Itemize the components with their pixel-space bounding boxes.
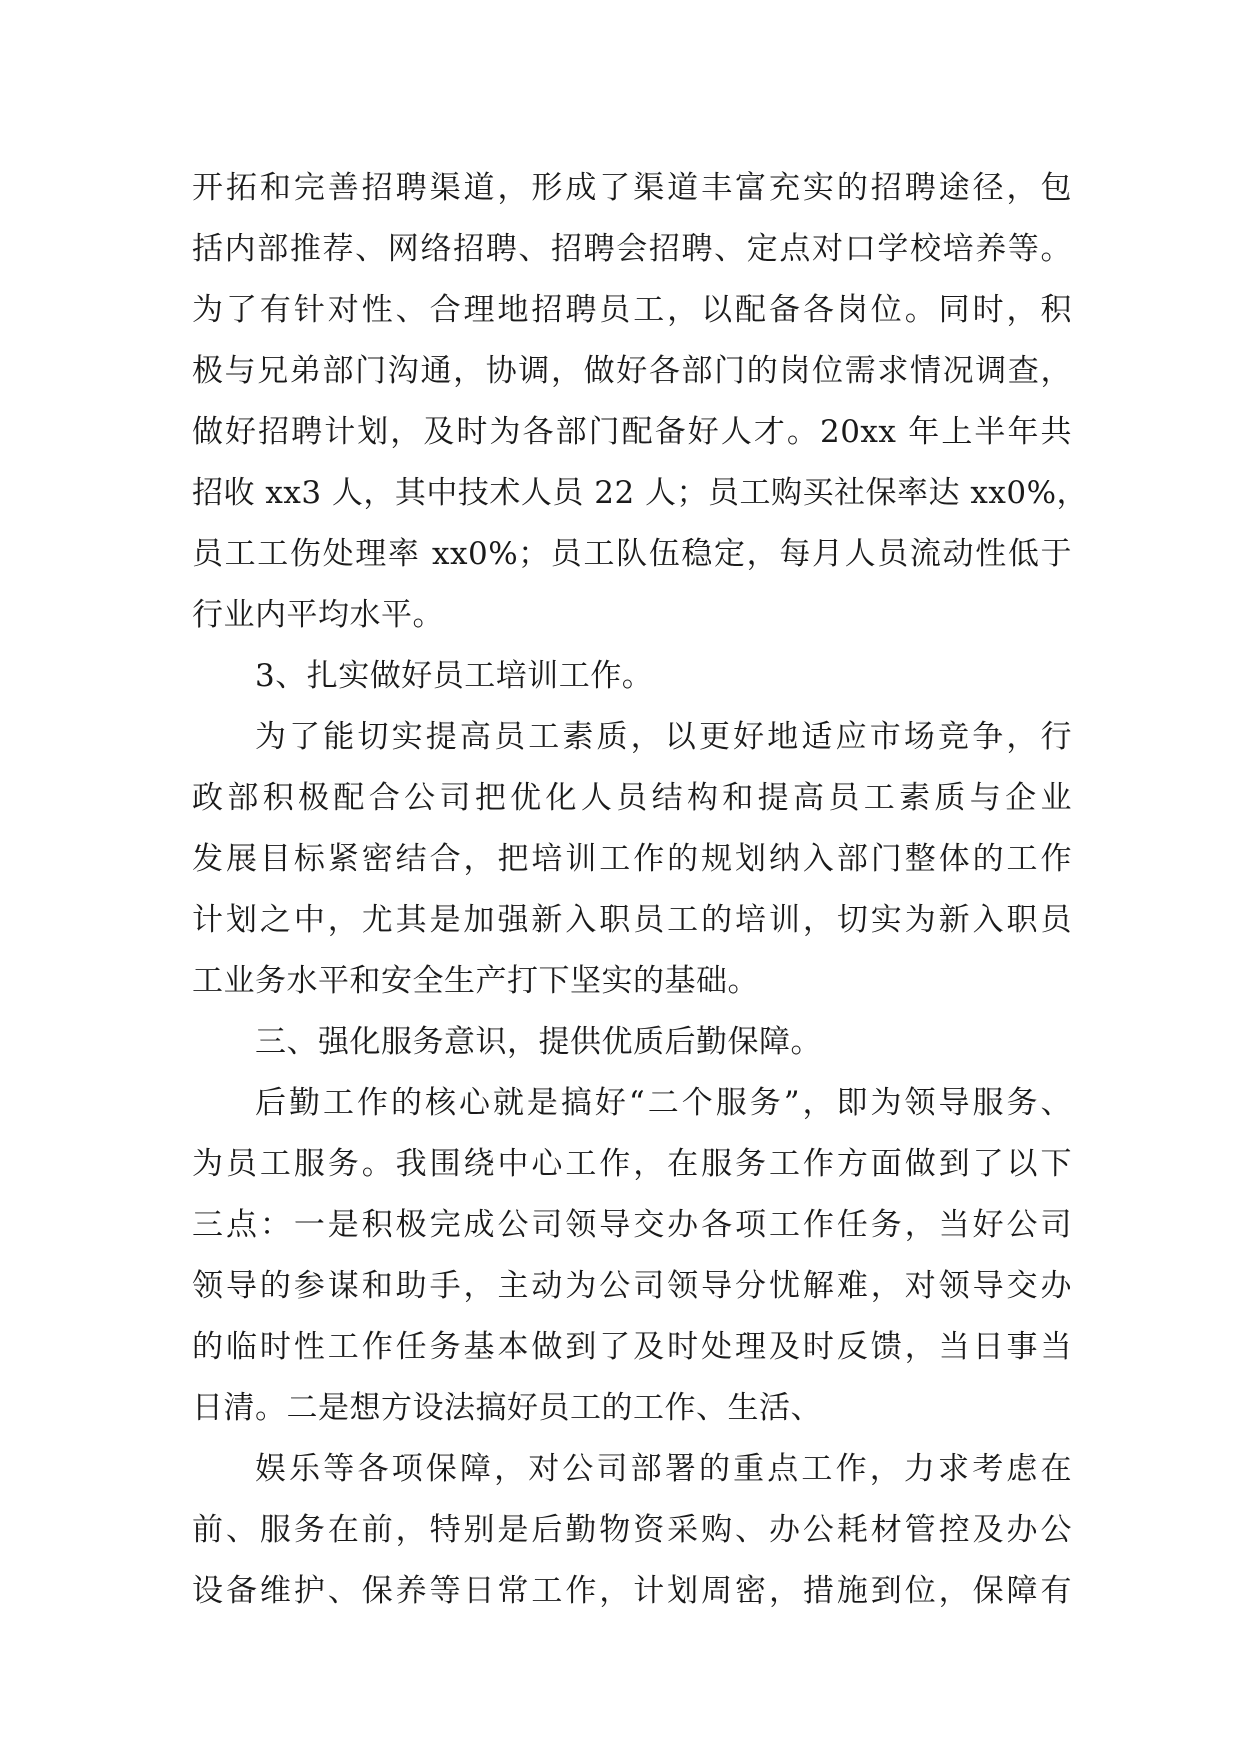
text-line: 为了有针对性、合理地招聘员工，以配备各岗位。同时，积 — [192, 292, 1072, 328]
text-line: 前、服务在前，特别是后勤物资采购、办公耗材管控及办公 — [192, 1512, 1072, 1548]
text-line: 招收 xx3 人，其中技术人员 22 人；员工购买社保率达 xx0%， — [192, 475, 1089, 511]
text-line: 括内部推荐、网络招聘、招聘会招聘、定点对口学校培养等。 — [192, 231, 1072, 267]
text-line: 领导的参谋和助手，主动为公司领导分忧解难，对领导交办 — [192, 1268, 1072, 1304]
text-line: 三点：一是积极完成公司领导交办各项工作任务，当好公司 — [192, 1207, 1072, 1243]
text-line: 政部积极配合公司把优化人员结构和提高员工素质与企业 — [192, 780, 1072, 816]
text-line: 的临时性工作任务基本做到了及时处理及时反馈，当日事当 — [192, 1329, 1072, 1365]
text-line: 行业内平均水平。 — [192, 597, 444, 633]
text-line: 计划之中，尤其是加强新入职员工的培训，切实为新入职员 — [192, 902, 1072, 938]
text-line: 发展目标紧密结合，把培训工作的规划纳入部门整体的工作 — [192, 841, 1072, 877]
text-line: 娱乐等各项保障，对公司部署的重点工作，力求考虑在 — [255, 1451, 1072, 1487]
text-line: 设备维护、保养等日常工作，计划周密，措施到位，保障有 — [192, 1573, 1072, 1609]
text-line: 开拓和完善招聘渠道，形成了渠道丰富充实的招聘途径，包 — [192, 170, 1072, 206]
text-line: 员工工伤处理率 xx0%；员工队伍稳定，每月人员流动性低于 — [192, 536, 1072, 572]
text-line: 做好招聘计划，及时为各部门配备好人才。20xx 年上半年共 — [192, 414, 1072, 450]
text-line: 为了能切实提高员工素质，以更好地适应市场竞争，行 — [255, 719, 1072, 755]
text-line: 日清。二是想方设法搞好员工的工作、生活、 — [192, 1390, 822, 1426]
text-line: 后勤工作的核心就是搞好“二个服务”，即为领导服务、 — [255, 1085, 1072, 1121]
section-heading: 三、强化服务意识，提供优质后勤保障。 — [255, 1024, 822, 1060]
document-body — [192, 158, 1089, 1622]
text-line: 为员工服务。我围绕中心工作，在服务工作方面做到了以下 — [192, 1146, 1072, 1182]
text-line: 极与兄弟部门沟通，协调，做好各部门的岗位需求情况调查， — [192, 353, 1072, 389]
text-line: 工业务水平和安全生产打下坚实的基础。 — [192, 963, 759, 999]
section-heading: 3、扎实做好员工培训工作。 — [255, 658, 654, 694]
